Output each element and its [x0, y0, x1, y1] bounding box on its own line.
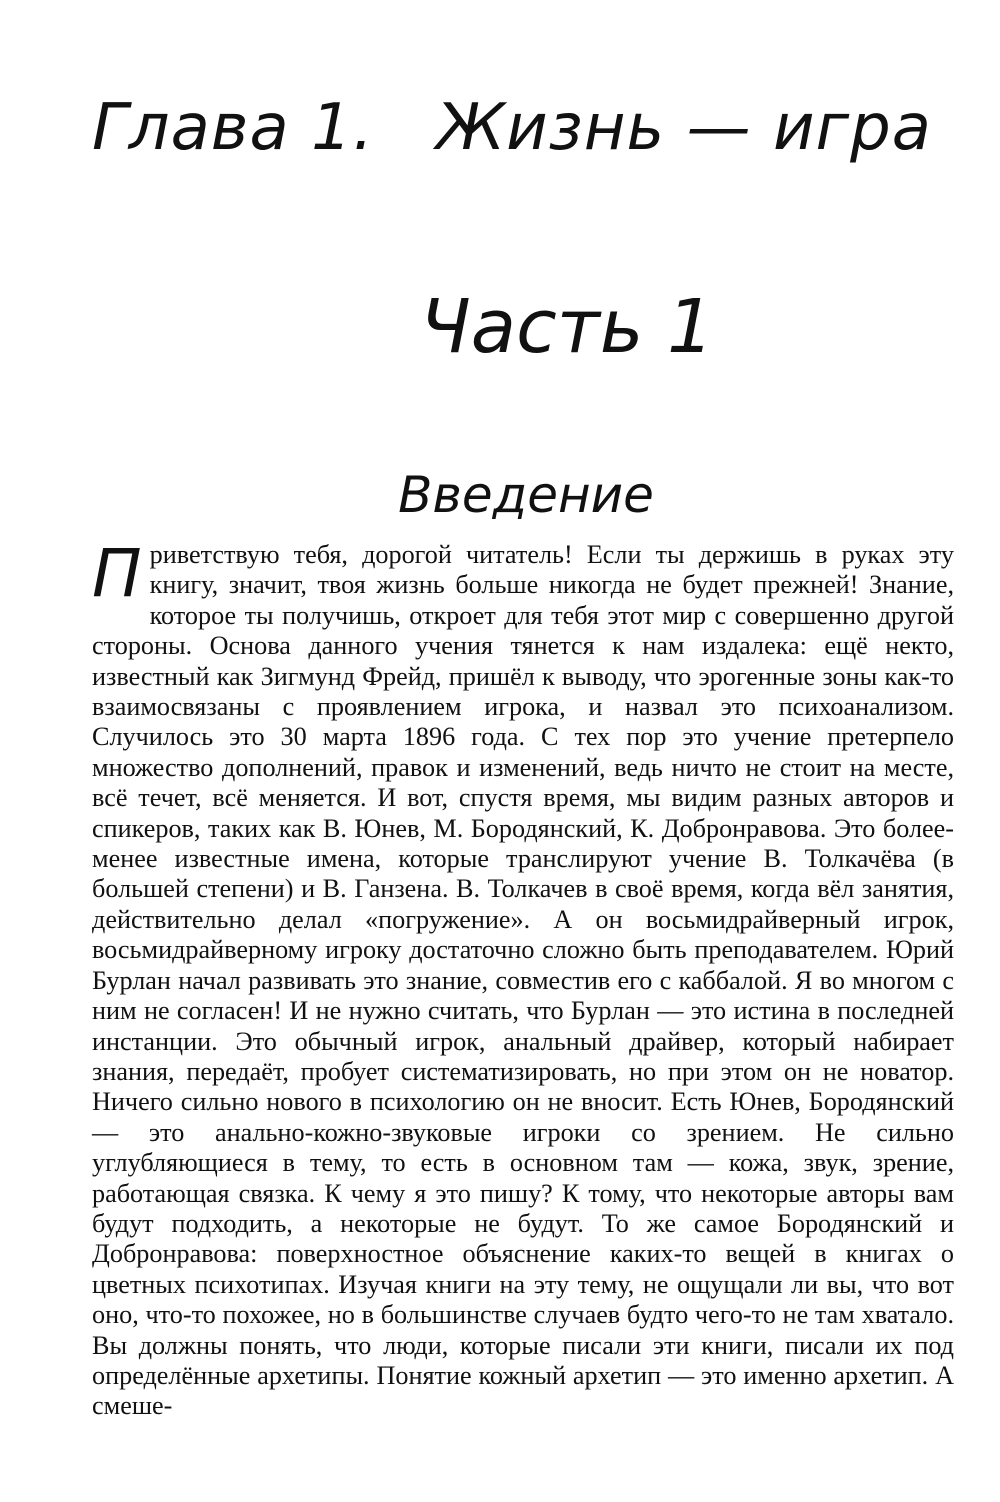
paragraph-text: риветствую тебя, дорогой читатель! Если ты держишь в руках эту книгу, значит, твоя жизнь больше никогда не будет прежней! Знание, которое ты получишь, откроет для тебя этот мир с совершенно другой стороны. Основа данного учения тянется к нам издалека: ещё некто, известный как Зигмунд Фрейд, пришёл к выводу, что эрогенные зоны как-то взаимосвязаны с проявлением игрока, и назвал это психоанализом. Случилось это 30 марта 1896 года. С тех пор это учение претерпело множество дополнений, правок и изменений, ведь ничто не стоит на месте, всё течет, всё меняется. И вот, спустя время, мы видим разных авторов и спикеров, таких как В. Юнев, М. Бородянский, К. Добронравова. Это более-менее известные имена, которые транслируют учение В. Толкачёва (в большей степени) и В. Ганзена. В. Толкачев в своё время, когда вёл занятия, действительно делал «погружение». А он восьмидрайверный игрок, восьмидрайверному игроку достаточно сложно быть преподавателем. Юрий Бурлан начал развивать это знание, совместив его с каббалой. Я во многом с ним не согласен! И не нужно считать, что Бурлан — это истина в последней инстанции. Это обычный игрок, анальный драйвер, который набирает знания, передаёт, пробует систематизировать, но при этом он не новатор. Ничего сильно нового в психологию он не вносит. Есть Юнев, Бородянский — это анально-кожно-звуковые игроки со зрением. Не сильно углубляющиеся в тему, то есть в основном там — кожа, звук, зрение, работающая связка. К чему я это пишу? К тому, что некоторые авторы вам будут подходить, а некоторые не будут. То же самое Бородянский и Добронравова: поверхностное объяснение каких-то вещей в книгах о цветных психотипах. Изучая книги на эту тему, не ощущали ли вы, что вот оно, что-то похожее, но в большинстве случаев будто чего-то не там хватало. Вы должны понять, что люди, которые писали эти книги, писали их под определённые архетипы. Понятие кожный архетип — это именно архетип. А смеше- — [92, 540, 954, 1421]
chapter-label: Глава 1. — [92, 91, 375, 165]
body-paragraph — [92, 535, 954, 1422]
chapter-heading — [92, 91, 932, 165]
part-heading: Часть 1 — [420, 284, 715, 370]
chapter-title: Жизнь — игра — [436, 91, 932, 165]
drop-cap: П — [92, 535, 142, 612]
section-heading: Введение — [398, 466, 654, 524]
